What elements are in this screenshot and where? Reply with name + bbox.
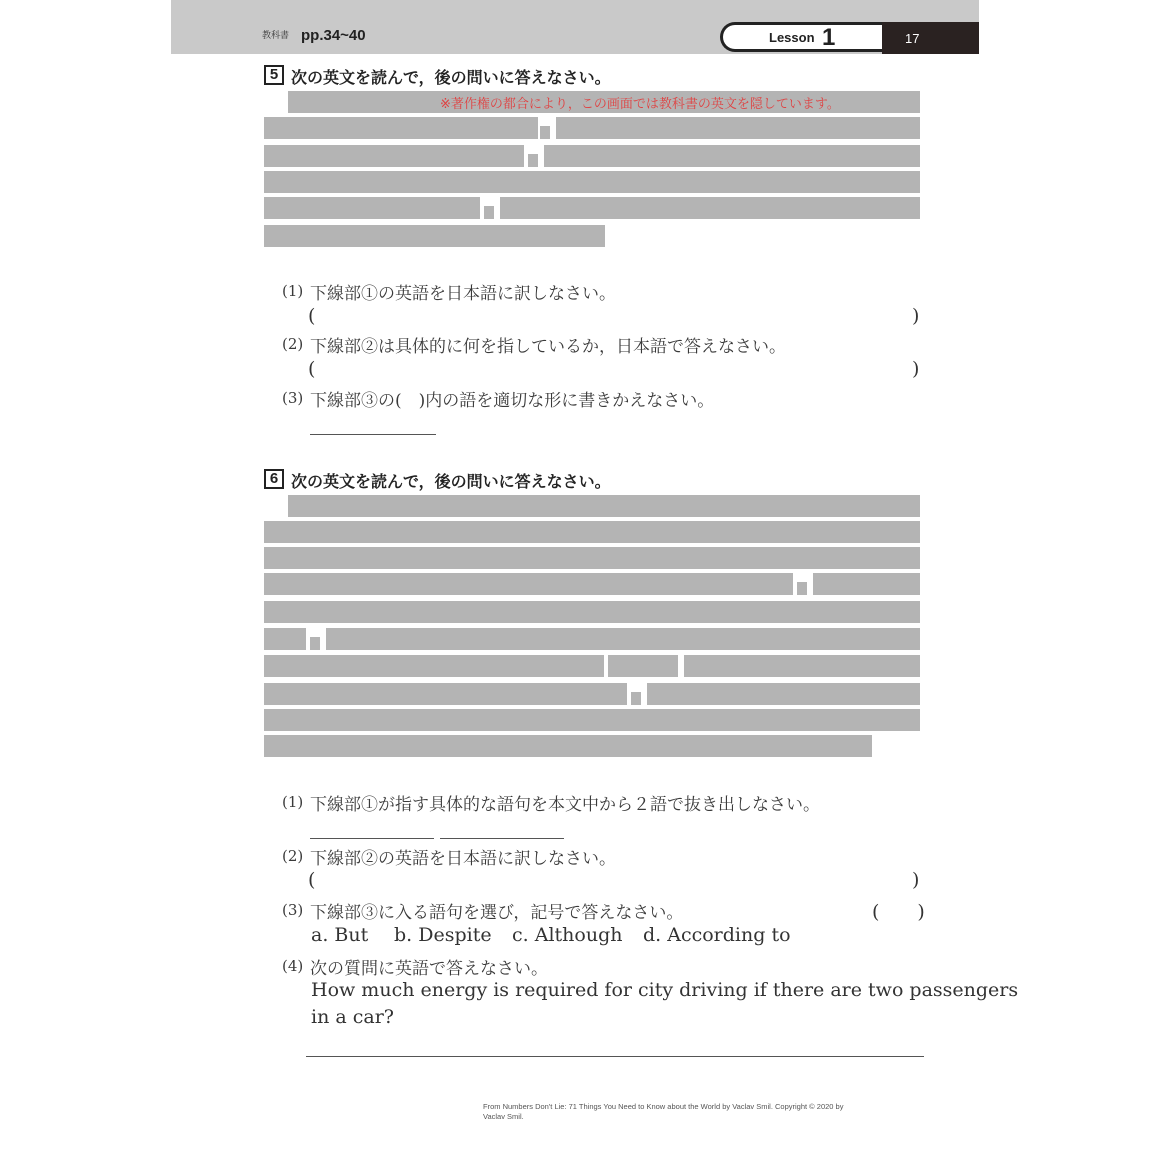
redaction-bar	[264, 225, 605, 247]
question-text: 下線部②の英語を日本語に訳しなさい。	[310, 849, 616, 869]
redaction-bar	[264, 683, 627, 705]
redaction-bar	[813, 573, 920, 595]
page-number-box	[882, 22, 979, 54]
answer-box: ( )	[872, 901, 925, 923]
redaction-bar	[264, 601, 920, 623]
page-number: 17	[905, 31, 920, 46]
answer-paren-open: (	[308, 305, 316, 327]
question-text: 下線部③に入る語句を選び，記号で答えなさい。	[310, 903, 684, 923]
redaction-bar	[288, 495, 920, 517]
redaction-bar	[264, 117, 538, 139]
option-a: a. But	[311, 924, 369, 946]
answer-line	[306, 1056, 924, 1057]
answer-paren-close: )	[912, 869, 920, 891]
redaction-bar	[264, 735, 872, 757]
question-number: (2)	[282, 847, 304, 865]
question-number: (1)	[282, 793, 304, 811]
redaction-bar	[500, 197, 920, 219]
redaction-bar	[631, 692, 641, 705]
english-question-line-1: How much energy is required for city driving if there are two passengers	[311, 979, 1019, 1001]
option-b: b. Despite	[394, 924, 492, 946]
redaction-bar	[528, 154, 538, 167]
redaction-bar	[264, 521, 920, 543]
redaction-bar	[484, 206, 494, 219]
section-6-number: 6	[264, 469, 284, 489]
textbook-label: 教科書	[262, 31, 290, 41]
copyright-notice: ※著作権の都合により，この画面では教科書の英文を隠しています。	[440, 97, 840, 112]
redaction-bar	[264, 655, 604, 677]
question-text: 次の質問に英語で答えなさい。	[310, 959, 548, 979]
redaction-bar	[310, 637, 320, 650]
english-question-line-2: in a car?	[311, 1006, 394, 1028]
redaction-bar	[264, 709, 920, 731]
question-text: 下線部②は具体的に何を指しているか，日本語で答えなさい。	[310, 337, 786, 357]
option-c: c. Although	[512, 924, 623, 946]
page-range: pp.34~40	[301, 27, 366, 44]
lesson-number: 1	[822, 24, 836, 51]
redaction-bar	[647, 683, 920, 705]
credit-line-1: From Numbers Don't Lie: 71 Things You Need to Know about the World by Vaclav Smil. Copyright © 2020 by	[483, 1102, 844, 1111]
question-text: 下線部①の英語を日本語に訳しなさい。	[310, 284, 616, 304]
lesson-label: Lesson	[769, 30, 815, 45]
section-6-title: 次の英文を読んで，後の問いに答えなさい。	[291, 472, 611, 491]
redaction-bar	[797, 582, 807, 595]
credit-line-2: Vaclav Smil.	[483, 1112, 524, 1121]
redaction-bar	[264, 145, 524, 167]
question-number: (3)	[282, 901, 304, 919]
redaction-bar	[608, 655, 678, 677]
redaction-bar	[264, 573, 793, 595]
answer-line	[310, 838, 434, 839]
answer-line	[310, 434, 436, 435]
question-text: 下線部①が指す具体的な語句を本文中から２語で抜き出しなさい。	[310, 795, 820, 815]
redaction-bar	[264, 171, 920, 193]
answer-paren-open: (	[308, 358, 316, 380]
redaction-bar	[264, 628, 306, 650]
redaction-bar	[556, 117, 920, 139]
section-5-title: 次の英文を読んで，後の問いに答えなさい。	[291, 68, 611, 87]
question-number: (1)	[282, 282, 304, 300]
redaction-bar	[684, 655, 920, 677]
answer-paren-open: (	[308, 869, 316, 891]
answer-line	[440, 838, 564, 839]
question-number: (4)	[282, 957, 304, 975]
answer-paren-close: )	[912, 358, 920, 380]
option-d: d. According to	[643, 924, 791, 946]
source-credit	[483, 1102, 928, 1122]
question-number: (2)	[282, 335, 304, 353]
question-number: (3)	[282, 389, 304, 407]
redaction-bar	[540, 126, 550, 139]
redaction-bar	[264, 197, 480, 219]
redaction-bar	[264, 547, 920, 569]
section-5-number: 5	[264, 65, 284, 85]
redaction-bar	[326, 628, 920, 650]
answer-paren-close: )	[912, 305, 920, 327]
question-text: 下線部③の( )内の語を適切な形に書きかえなさい。	[310, 391, 715, 411]
redaction-bar	[544, 145, 920, 167]
